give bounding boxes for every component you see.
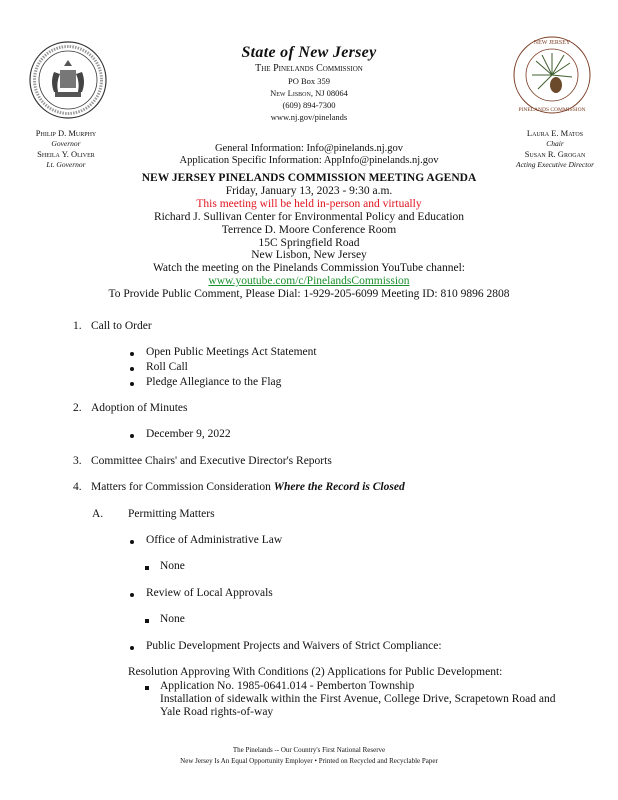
square-bullet-icon <box>145 566 149 570</box>
application-info-email[interactable]: Application Specific Information: AppInfo@pinelands.nj.gov <box>179 155 439 166</box>
address-line: New Lisbon, NJ 08064 <box>270 88 348 98</box>
agenda-item-number: 1. <box>73 320 82 332</box>
bullet-icon <box>130 382 134 386</box>
agenda-title: NEW JERSEY PINELANDS COMMISSION MEETING AGENDA <box>141 172 477 184</box>
agenda-item-number: 3. <box>73 455 82 467</box>
application-description: Yale Road rights-of-way <box>160 706 274 718</box>
list-item: Roll Call <box>146 361 188 373</box>
commission-officers-block <box>496 128 614 170</box>
governor-title: Governor <box>51 138 81 148</box>
bullet-icon <box>130 352 134 356</box>
director-title: Acting Executive Director <box>515 159 595 169</box>
list-item: Office of Administrative Law <box>146 534 283 546</box>
city: New Lisbon, New Jersey <box>251 249 367 262</box>
svg-text:PINELANDS COMMISSION: PINELANDS COMMISSION <box>518 107 586 113</box>
list-item: None <box>160 560 185 572</box>
resolution-text: Resolution Approving With Conditions (2) Applications for Public Development: <box>128 666 503 678</box>
item-label: Matters for Commission Consideration <box>91 481 274 493</box>
general-info-email[interactable]: General Information: Info@pinelands.nj.gov <box>214 143 404 154</box>
website[interactable]: www.nj.gov/pinelands <box>270 112 348 122</box>
list-item: Pledge Allegiance to the Flag <box>146 376 282 388</box>
pinelands-commission-seal <box>512 35 592 115</box>
contact-info <box>150 143 468 167</box>
square-bullet-icon <box>145 686 149 690</box>
youtube-link[interactable]: www.youtube.com/c/PinelandsCommission <box>208 275 410 288</box>
meeting-notice: This meeting will be held in-person and virtually <box>196 197 422 210</box>
agenda-item-number: 4. <box>73 481 82 493</box>
list-item: Open Public Meetings Act Statement <box>146 346 317 358</box>
street: 15C Springfield Road <box>258 236 360 249</box>
new-jersey-state-seal <box>28 40 108 120</box>
agency-name: The Pinelands Commission <box>255 63 363 74</box>
list-item: Review of Local Approvals <box>146 587 273 599</box>
square-bullet-icon <box>145 619 149 623</box>
agenda-item-commission-consideration <box>91 481 405 493</box>
agenda-item-reports: Committee Chairs' and Executive Director's Reports <box>91 455 332 467</box>
governor-block <box>10 128 122 170</box>
svg-text:NEW JERSEY: NEW JERSEY <box>533 40 571 46</box>
agenda-item-number: 2. <box>73 402 82 414</box>
application-description: Installation of sidewalk within the First Avenue, College Drive, Scrapetown Road and <box>160 693 556 705</box>
bullet-icon <box>130 540 134 544</box>
venue: Richard J. Sullivan Center for Environmental Policy and Education <box>153 210 465 223</box>
bullet-icon <box>130 434 134 438</box>
item-emphasis: Where the Record is Closed <box>273 481 405 493</box>
list-item: December 9, 2022 <box>146 428 231 440</box>
list-item: None <box>160 613 185 625</box>
agenda-item-adoption-of-minutes: Adoption of Minutes <box>91 402 188 414</box>
subsection-permitting-matters: Permitting Matters <box>128 508 215 520</box>
chair-name: Laura E. Matos <box>526 128 584 138</box>
room: Terrence D. Moore Conference Room <box>221 223 397 236</box>
agenda-item-call-to-order: Call to Order <box>91 320 152 332</box>
governor-name: Philip D. Murphy <box>35 128 97 138</box>
watch-text: Watch the meeting on the Pinelands Commission YouTube channel: <box>152 262 465 275</box>
phone: (609) 894-7300 <box>282 100 336 110</box>
bullet-icon <box>130 367 134 371</box>
footer-line: The Pinelands -- Our Country's First National Reserve <box>232 746 386 754</box>
chair-title: Chair <box>546 138 564 148</box>
director-name: Susan R. Grogan <box>524 149 586 159</box>
application-title: Application No. 1985-0641.014 - Pemberton Township <box>160 680 415 692</box>
lt-governor-title: Lt. Governor <box>46 159 86 169</box>
state-name: State of New Jersey <box>241 44 377 61</box>
bullet-icon <box>130 646 134 650</box>
agenda-header <box>80 172 538 301</box>
bullet-icon <box>130 593 134 597</box>
meeting-date: Friday, January 13, 2023 - 9:30 a.m. <box>225 184 393 197</box>
public-comment-info: To Provide Public Comment, Please Dial: 1-929-205-6099 Meeting ID: 810 9896 2808 <box>108 288 510 301</box>
footer-line: New Jersey Is An Equal Opportunity Employer • Printed on Recycled and Recyclable Paper <box>180 757 438 765</box>
subsection-letter: A. <box>92 508 104 520</box>
address-line: PO Box 359 <box>287 76 331 86</box>
letterhead <box>200 44 418 123</box>
list-item: Public Development Projects and Waivers of Strict Compliance: <box>146 640 442 652</box>
lt-governor-name: Sheila Y. Oliver <box>37 149 95 159</box>
page-footer <box>130 745 488 767</box>
